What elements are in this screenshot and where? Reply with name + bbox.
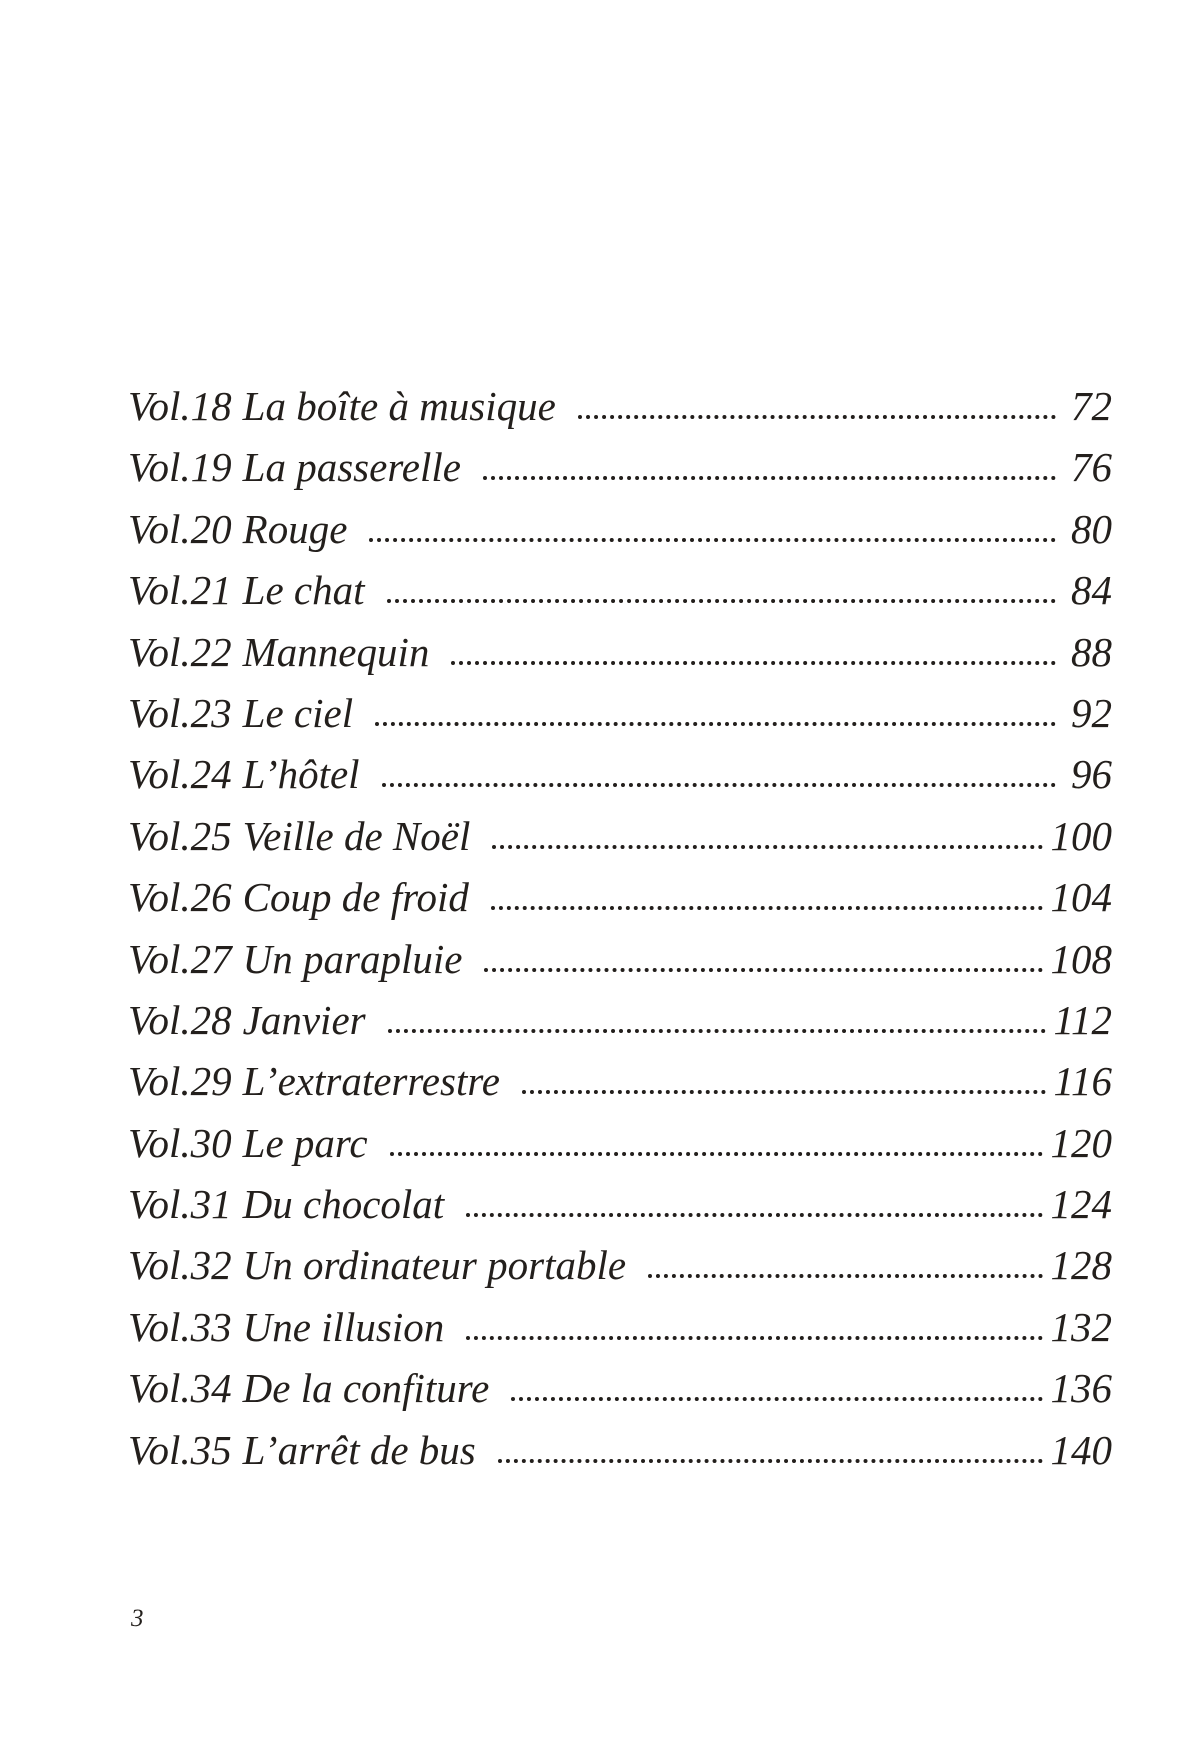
toc-entry-volume: Vol.35 — [128, 1426, 232, 1473]
dot-leader — [466, 1213, 1042, 1217]
toc-entry-page: 84 — [1071, 567, 1112, 614]
dot-leader — [369, 538, 1056, 542]
toc-entry-volume: Vol.34 — [128, 1365, 232, 1412]
toc-entry[interactable] — [128, 744, 1112, 805]
toc-entry-page: 136 — [1050, 1365, 1112, 1412]
toc-entry-volume: Vol.25 — [128, 812, 232, 859]
dot-leader — [578, 415, 1056, 419]
toc-entry-title: L’arrêt de bus — [242, 1426, 476, 1473]
toc-entry-volume: Vol.26 — [128, 874, 232, 921]
toc-entry-page: 124 — [1050, 1181, 1112, 1228]
toc-entry[interactable] — [128, 622, 1112, 683]
toc-entry[interactable] — [128, 929, 1112, 990]
dot-leader — [484, 968, 1042, 972]
toc-entry[interactable] — [128, 1113, 1112, 1174]
toc-entry-volume: Vol.23 — [128, 689, 232, 736]
toc-entry-title: L’extraterrestre — [242, 1058, 500, 1105]
dot-leader — [382, 783, 1056, 787]
toc-entry[interactable] — [128, 499, 1112, 560]
toc-entry-title: De la confiture — [242, 1365, 490, 1412]
toc-entry-title: Rouge — [242, 505, 348, 552]
toc-entry-title: Un parapluie — [242, 935, 463, 982]
dot-leader — [648, 1274, 1042, 1278]
toc-entry[interactable] — [128, 1174, 1112, 1235]
toc-entry[interactable] — [128, 437, 1112, 498]
table-of-contents — [128, 376, 1112, 1481]
toc-entry[interactable] — [128, 1051, 1112, 1112]
toc-entry-page: 76 — [1071, 444, 1112, 491]
toc-entry[interactable] — [128, 1235, 1112, 1296]
toc-entry-volume: Vol.28 — [128, 996, 232, 1043]
toc-entry-page: 80 — [1071, 505, 1112, 552]
toc-entry[interactable] — [128, 1297, 1112, 1358]
toc-entry-title: La passerelle — [242, 444, 461, 491]
toc-entry-title: La boîte à musique — [242, 383, 556, 429]
toc-entry-page: 120 — [1050, 1119, 1112, 1166]
toc-entry[interactable] — [128, 683, 1112, 744]
toc-entry[interactable] — [128, 990, 1112, 1051]
page-number: 3 — [131, 1605, 144, 1632]
dot-leader — [387, 599, 1057, 603]
toc-entry-volume: Vol.18 — [128, 383, 232, 429]
toc-entry[interactable] — [128, 867, 1112, 928]
dot-leader — [492, 845, 1042, 849]
toc-entry-page: 116 — [1053, 1058, 1112, 1105]
toc-entry-volume: Vol.20 — [128, 505, 232, 552]
toc-entry-volume: Vol.32 — [128, 1242, 232, 1289]
toc-entry[interactable] — [128, 1420, 1112, 1481]
toc-entry-page: 92 — [1071, 689, 1112, 736]
toc-entry-page: 108 — [1050, 935, 1112, 982]
toc-entry-page: 96 — [1071, 751, 1112, 798]
toc-entry-title: Du chocolat — [242, 1181, 445, 1228]
toc-entry-page: 72 — [1071, 383, 1112, 429]
toc-entry-page: 132 — [1050, 1303, 1112, 1350]
toc-entry-title: Coup de froid — [242, 874, 469, 921]
toc-entry-title: L’hôtel — [242, 751, 360, 798]
toc-entry-page: 88 — [1071, 628, 1112, 675]
toc-entry-title: Veille de Noël — [242, 812, 471, 859]
dot-leader — [388, 1029, 1046, 1033]
dot-leader — [511, 1397, 1042, 1401]
toc-entry[interactable] — [128, 376, 1112, 437]
dot-leader — [522, 1090, 1046, 1094]
dot-leader — [390, 1152, 1043, 1156]
toc-entry-volume: Vol.33 — [128, 1303, 232, 1350]
toc-entry-volume: Vol.21 — [128, 567, 232, 614]
toc-entry-volume: Vol.27 — [128, 935, 232, 982]
toc-entry-title: Une illusion — [242, 1303, 445, 1350]
dot-leader — [491, 906, 1043, 910]
toc-entry-title: Le ciel — [242, 689, 354, 736]
toc-entry[interactable] — [128, 1358, 1112, 1419]
toc-entry-volume: Vol.22 — [128, 628, 232, 675]
dot-leader — [483, 476, 1056, 480]
toc-entry-page: 128 — [1050, 1242, 1112, 1289]
toc-entry-page: 140 — [1050, 1426, 1112, 1473]
toc-entry-page: 100 — [1050, 812, 1112, 859]
toc-entry[interactable] — [128, 806, 1112, 867]
dot-leader — [498, 1459, 1043, 1463]
dot-leader — [451, 661, 1056, 665]
dot-leader — [375, 722, 1056, 726]
toc-entry-title: Un ordinateur portable — [242, 1242, 627, 1289]
toc-entry-title: Mannequin — [242, 628, 430, 675]
toc-entry-volume: Vol.24 — [128, 751, 232, 798]
toc-entry[interactable] — [128, 560, 1112, 621]
toc-entry-volume: Vol.31 — [128, 1181, 232, 1228]
toc-entry-page: 112 — [1053, 996, 1112, 1043]
toc-entry-volume: Vol.29 — [128, 1058, 232, 1105]
toc-entry-title: Le chat — [242, 567, 365, 614]
toc-entry-volume: Vol.19 — [128, 444, 232, 491]
dot-leader — [466, 1336, 1042, 1340]
toc-entry-title: Le parc — [242, 1119, 368, 1166]
toc-entry-volume: Vol.30 — [128, 1119, 232, 1166]
toc-entry-title: Janvier — [242, 996, 366, 1043]
toc-entry-page: 104 — [1050, 874, 1112, 921]
